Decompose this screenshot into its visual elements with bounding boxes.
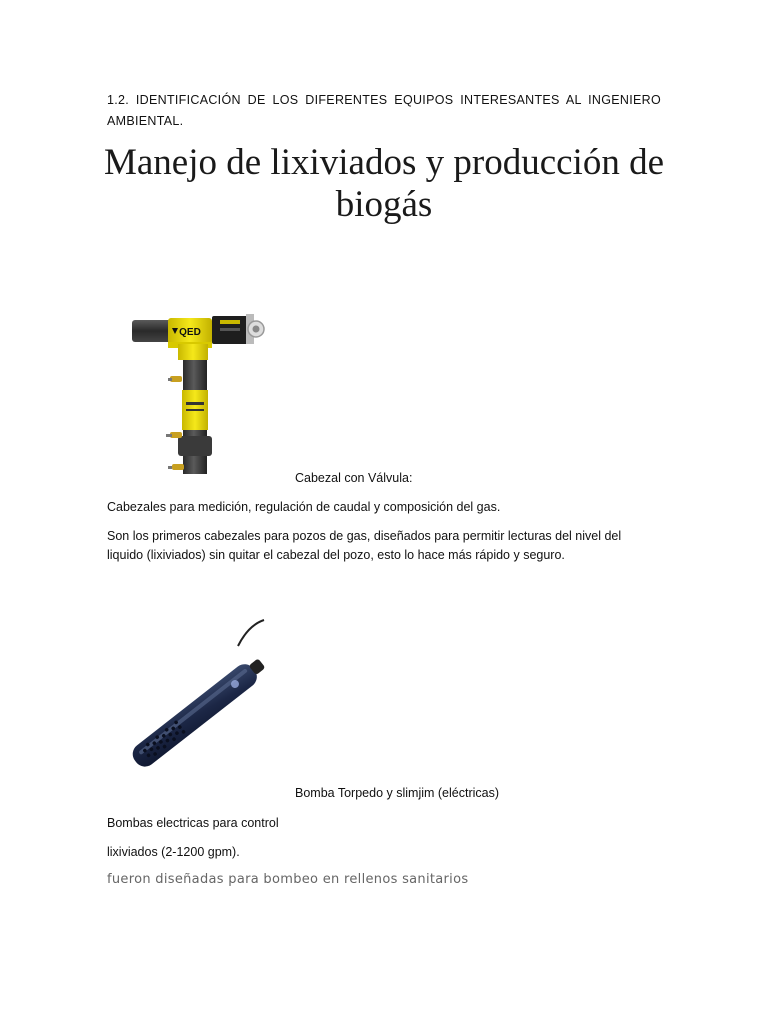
wellhead-valve-image <box>128 306 268 474</box>
item1-caption: Cabezal con Válvula: <box>295 471 413 485</box>
main-title: Manejo de lixiviados y producción de biogás <box>103 142 664 225</box>
section-heading: 1.2. IDENTIFICACIÓN DE LOS DIFERENTES EQUIPOS INTERESANTES AL INGENIERO AMBIENTAL. <box>107 93 661 128</box>
qed-logo-text: QED <box>179 327 201 338</box>
item2-line1: Bombas electricas para control <box>107 816 279 830</box>
item2-caption: Bomba Torpedo y slimjim (eléctricas) <box>295 786 499 800</box>
item2-line2: lixiviados (2-1200 gpm). <box>107 845 240 859</box>
item1-detail: Son los primeros cabezales para pozos de gas, diseñados para permitir lecturas del nivel del liquido (lixiviados) sin quitar el cabezal del pozo, esto lo hace más rápido y seguro. <box>107 529 622 562</box>
item1-description: Cabezales para medición, regulación de caudal y composición del gas. <box>107 500 501 514</box>
torpedo-pump-image <box>118 616 274 788</box>
item2-line3: fueron diseñadas para bombeo en rellenos sanitarios <box>107 872 469 887</box>
